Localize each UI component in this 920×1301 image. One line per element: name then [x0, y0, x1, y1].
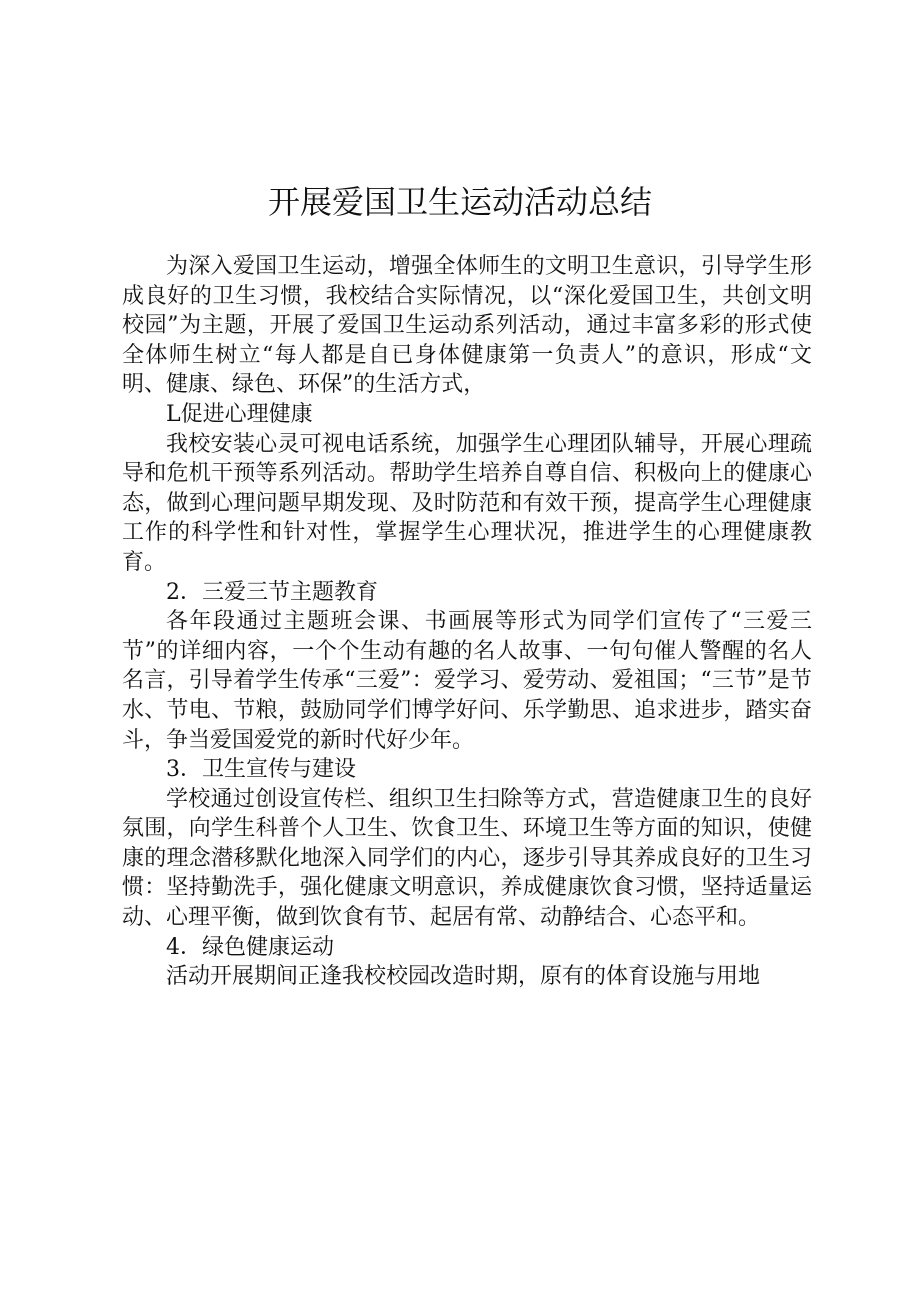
section-paragraph: 我校安装心灵可视电话系统，加强学生心理团队辅导，开展心理疏导和危机干预等系列活动。帮助学生培养自尊自信、积极向上的健康心态，做到心理问题早期发现、及时防范和有效干预，提高学生心理健康工作的科学性和针对性，掌握学生心理状况，推进学生的心理健康教育。	[122, 431, 812, 575]
section-heading: L促进心理健康	[166, 401, 313, 427]
section-heading: 3．卫生宣传与建设	[166, 757, 356, 783]
document-title: 开展爱国卫生运动活动总结	[267, 183, 652, 221]
document-body	[122, 252, 812, 992]
section-paragraph: 学校通过创设宣传栏、组织卫生扫除等方式，营造健康卫生的良好氛围，向学生科普个人卫生、饮食卫生、环境卫生等方面的知识，使健康的理念潜移默化地深入同学们的内心，逐步引导其养成良好的卫生习惯：坚持勤洗手，强化健康文明意识，养成健康饮食习惯，坚持适量运动、心理平衡，做到饮食有节、起居有常、动静结合、心态平和。	[122, 786, 812, 931]
section-heading: 2．三爱三节主题教育	[166, 579, 378, 605]
intro-paragraph: 为深入爱国卫生运动，增强全体师生的文明卫生意识，引导学生形成良好的卫生习惯，我校结合实际情况，以“深化爱国卫生，共创文明校园”为主题，开展了爱国卫生运动系列活动，通过丰富多彩的形式使全体师生树立“每人都是自已身体健康第一负责人”的意识，形成“文明、健康、绿色、环保”的生活方式，	[122, 254, 812, 398]
section-paragraph: 活动开展期间正逢我校校园改造时期，原有的体育设施与用地	[166, 964, 761, 990]
section-paragraph: 各年段通过主题班会课、书画展等形式为同学们宣传了“三爱三节”的详细内容，一个个生动有趣的名人故事、一句句催人警醒的名人名言，引导着学生传承“三爱”：爱学习、爱劳动、爱祖国；“三节”是节水、节电、节粮，鼓励同学们博学好问、乐学勤思、追求进步，踏实奋斗，争当爱国爱党的新时代好少年。	[122, 609, 812, 753]
section-heading: 4．绿色健康运动	[166, 934, 334, 960]
